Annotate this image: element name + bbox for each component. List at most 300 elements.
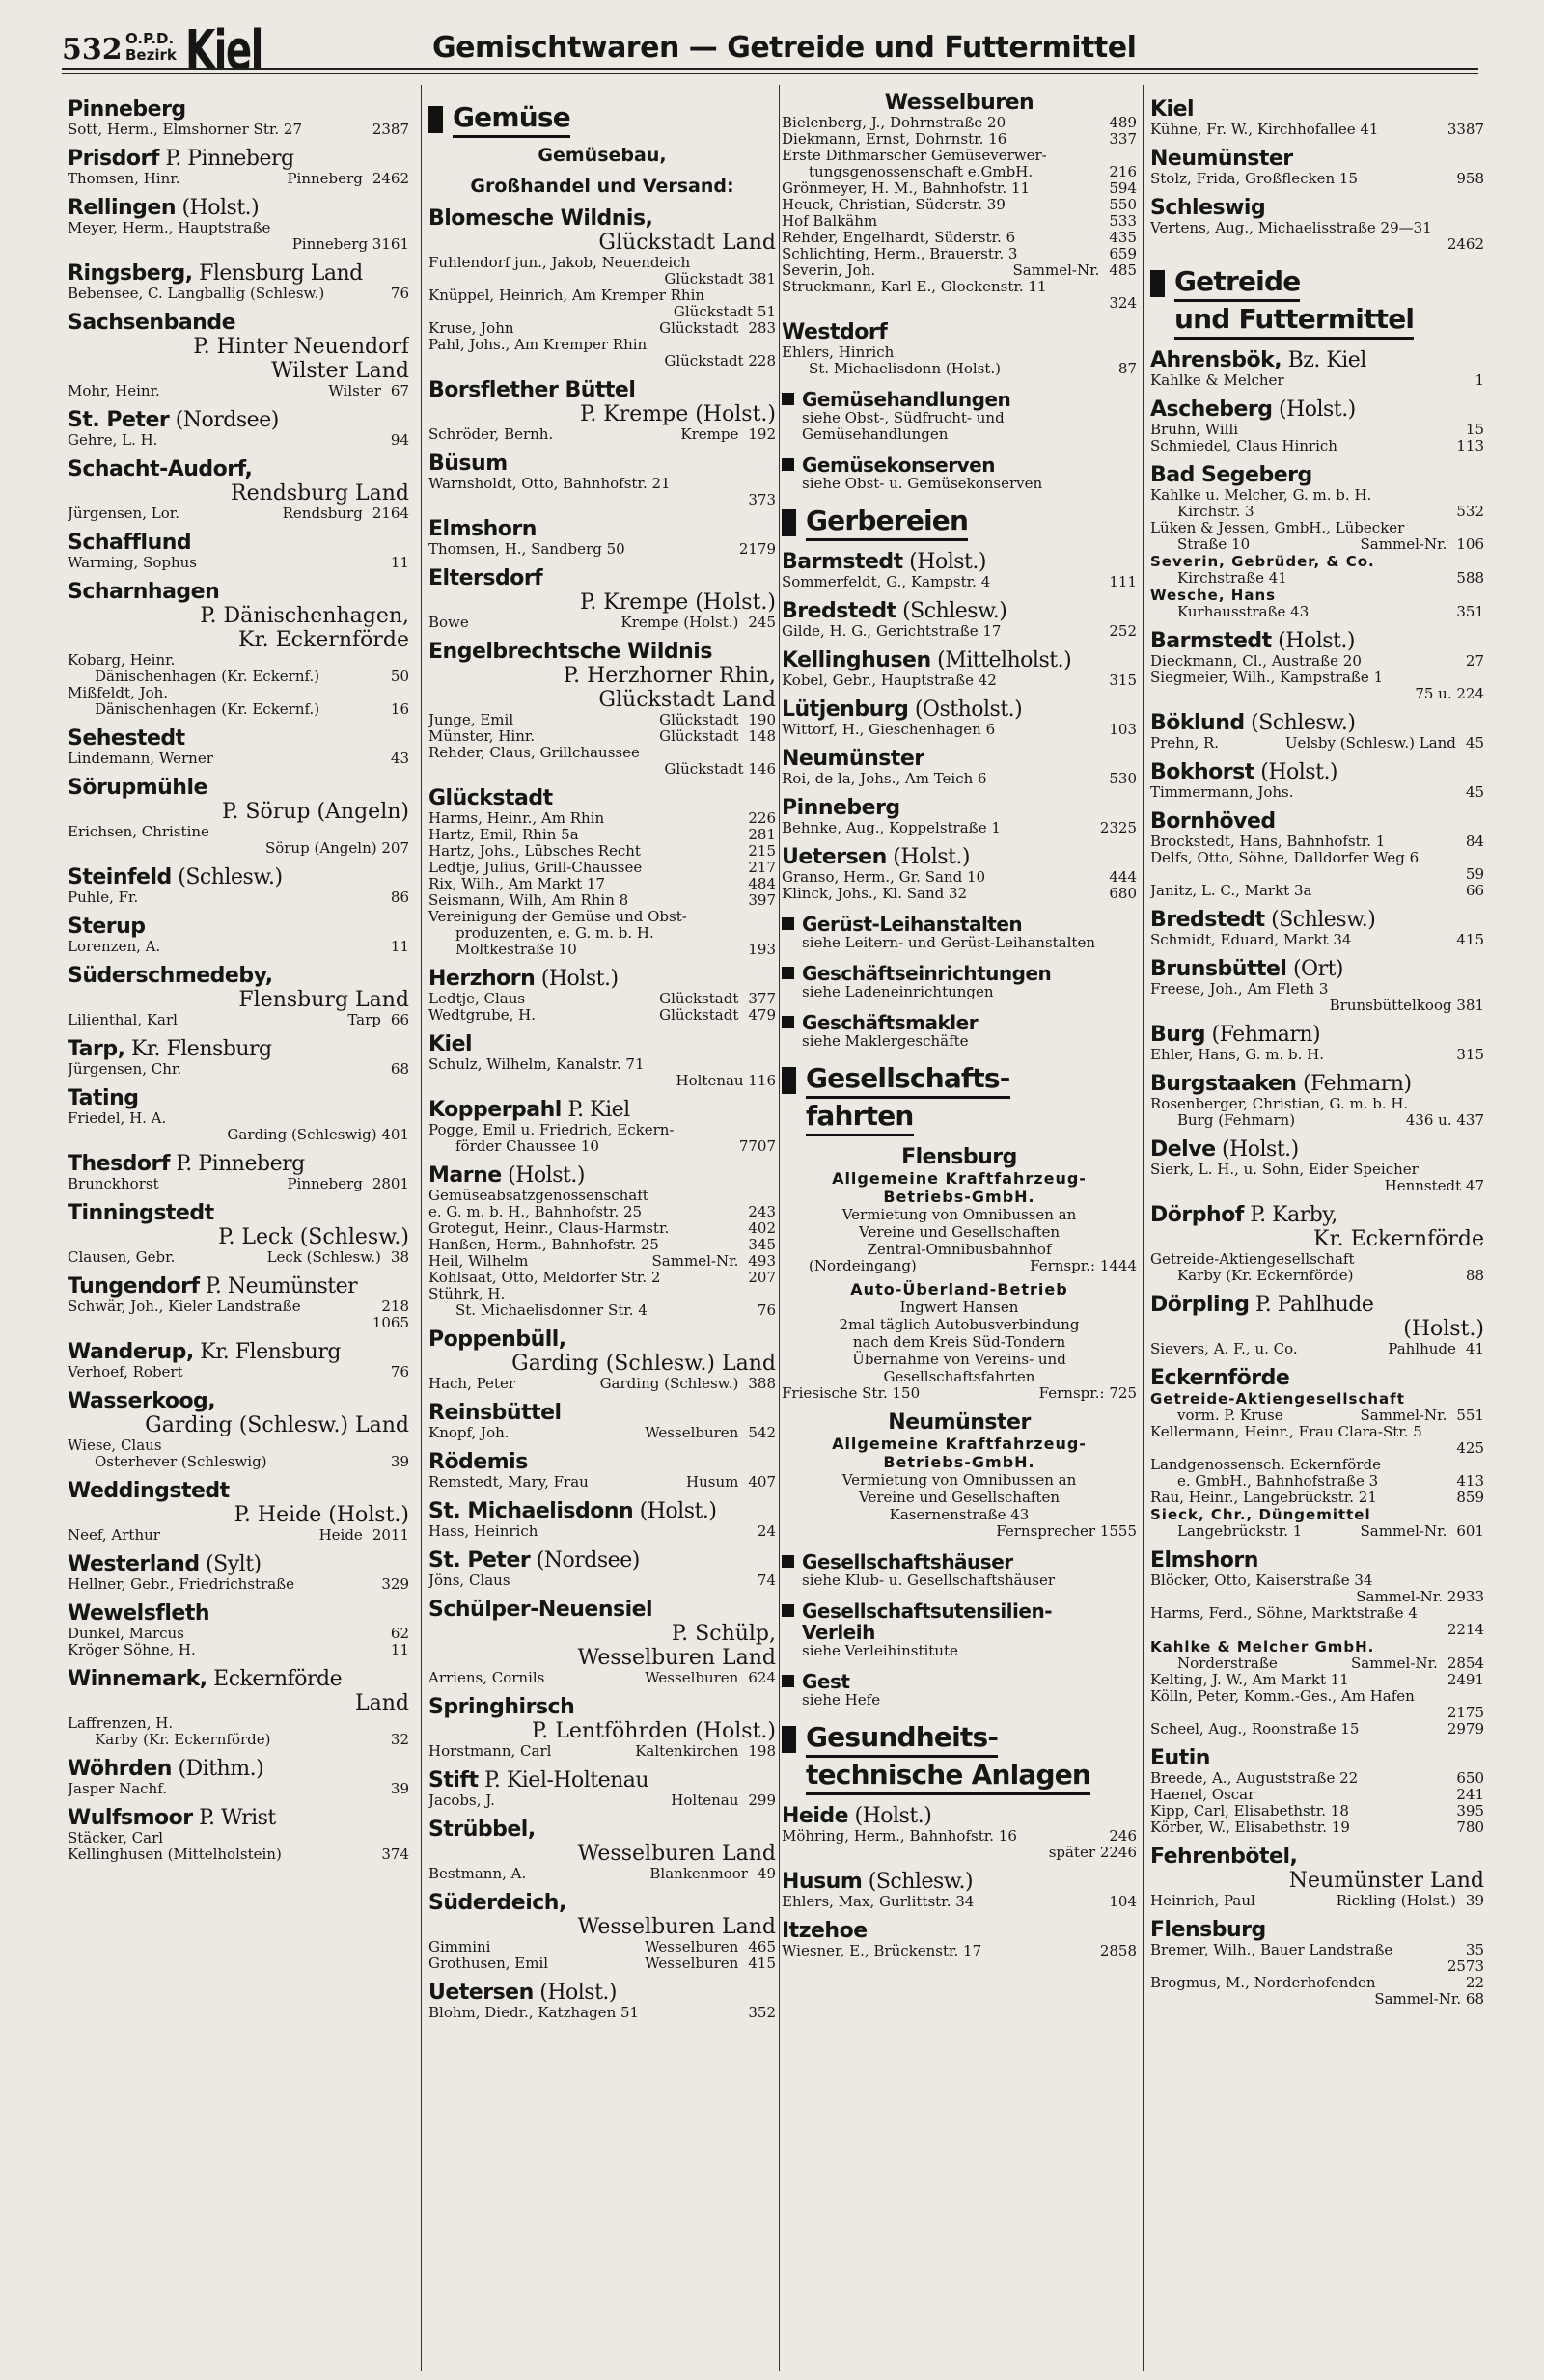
entry-name: Bruhn, Willi	[1150, 422, 1239, 438]
listing-entry	[1150, 487, 1484, 504]
place-block	[1150, 196, 1484, 253]
place-region: (Ostholst.)	[908, 698, 1023, 722]
entry-name: Wiese, Claus	[68, 1437, 162, 1454]
place-subtitle: Garding (Schlesw.) Land	[511, 1352, 776, 1376]
entry-phone: 415	[1456, 931, 1484, 948]
place-block	[428, 1818, 776, 1882]
category-title: und Futtermittel	[1174, 302, 1414, 340]
place-name: Winnemark,	[68, 1667, 207, 1691]
entry-detail: Osterhever (Schleswig)	[95, 1454, 267, 1470]
entry-name: Schwär, Joh., Kieler Landstraße	[68, 1299, 301, 1315]
listing-entry	[428, 991, 776, 1007]
entry-phone: 86	[390, 889, 409, 906]
listing-entry	[68, 1830, 409, 1847]
listing-entry	[1150, 1162, 1484, 1178]
place-region: (Holst.)	[848, 1804, 932, 1828]
place-block	[68, 1552, 409, 1593]
listing-entry	[428, 1270, 776, 1286]
entry-location: Krempe	[680, 425, 739, 443]
entry-location: Sammel-Nr.	[1360, 1407, 1448, 1424]
place-heading	[428, 1981, 776, 2005]
entry-phone: 241	[1456, 1786, 1484, 1803]
category-gesundheitstechnik	[782, 1720, 1137, 1795]
listing-entry	[1150, 850, 1484, 866]
place-name: Ascheberg	[1150, 397, 1273, 422]
entry-name: Junge, Emil	[428, 712, 514, 728]
place-name: Sehestedt	[68, 726, 185, 751]
listing-entry	[428, 255, 776, 271]
place-block	[428, 967, 776, 1024]
place-heading	[1150, 348, 1484, 372]
place-name: Rellingen	[68, 196, 176, 220]
entry-location: Glückstadt	[659, 990, 739, 1007]
entry-name: Münster, Hinr.	[428, 728, 536, 745]
entry-location: Wesselburen	[645, 1938, 739, 1956]
place-block	[68, 1152, 409, 1192]
place-region: (Nordsee)	[530, 1548, 640, 1573]
advert-body	[782, 1206, 1137, 1258]
entry-name: Heuck, Christian, Süderstr. 39	[782, 197, 1006, 213]
category-title: Gerbereien	[806, 504, 968, 541]
entry-location: Husum	[686, 1473, 739, 1491]
phone-line: Fernsprecher 1555	[996, 1522, 1137, 1540]
company-name: Allgemeine Kraftfahrzeug-	[832, 1169, 1087, 1188]
place-name: Stift	[428, 1768, 479, 1792]
entry-phone: 45	[1465, 783, 1484, 801]
listing-entry	[782, 574, 1137, 590]
listing-entry	[1150, 653, 1484, 670]
place-name: Sachsenbande	[68, 311, 235, 335]
entry-name: Rix, Wilh., Am Markt 17	[428, 876, 606, 892]
entry-name: Neef, Arthur	[68, 1527, 160, 1544]
place-name: Tungendorf	[68, 1274, 200, 1299]
listing-entry	[68, 1176, 409, 1192]
place-heading	[68, 1152, 409, 1176]
entry-phone: 402	[748, 1219, 776, 1237]
entry-phone: 32	[390, 1731, 409, 1748]
entry-phone: 680	[1109, 885, 1137, 902]
place-block	[1150, 957, 1484, 1014]
entry-detail: Langebrückstr. 1	[1177, 1523, 1303, 1540]
listing-entry	[782, 1894, 1137, 1910]
listing-entry	[1150, 122, 1484, 138]
entry-phone: 1	[1475, 371, 1484, 389]
listing-entry	[68, 1642, 409, 1658]
place-block	[68, 311, 409, 399]
listing-entry	[68, 171, 409, 187]
entry-phone: 542	[748, 1424, 776, 1441]
entry-name: Lüken & Jessen, GmbH., Lübecker	[1150, 520, 1405, 536]
place-subtitle: Wesselburen Land	[577, 1646, 776, 1670]
category-utensilien	[782, 1600, 1137, 1659]
entry-phone: 413	[1456, 1472, 1484, 1490]
category-gerbereien	[782, 504, 1137, 541]
listing-entry	[428, 1237, 776, 1253]
entry-phone: 415	[748, 1955, 776, 1972]
entry-name: Freese, Joh., Am Fleth 3	[1150, 981, 1329, 998]
company-name: Betriebs-GmbH.	[883, 1453, 1035, 1471]
category-gemuesekonserven	[782, 454, 1137, 492]
listing-entry	[782, 262, 1137, 279]
entry-location: Sammel-Nr.	[1012, 261, 1100, 279]
entry-detail: tungsgenossenschaft e.GmbH.	[809, 164, 1034, 180]
entry-name: Blöcker, Otto, Kaiserstraße 34	[1150, 1573, 1373, 1589]
entry-name: Möhring, Herm., Bahnhofstr. 16	[782, 1828, 1017, 1845]
entry-phone: 7707	[738, 1137, 776, 1155]
entry-name: Schulz, Wilhelm, Kanalstr. 71	[428, 1056, 645, 1073]
entry-name: Warnsholdt, Otto, Bahnhofstr. 21	[428, 476, 671, 492]
listing-entry	[428, 337, 776, 353]
listing-entry	[428, 712, 776, 728]
listing-entry	[1150, 1770, 1484, 1787]
entry-phone: 588	[1456, 569, 1484, 587]
entry-phone: 374	[381, 1846, 409, 1863]
entry-name: Kobel, Gebr., Hauptstraße 42	[782, 672, 997, 689]
entry-name: Bestmann, A.	[428, 1866, 527, 1882]
entry-name: Jöns, Claus	[428, 1573, 510, 1589]
place-heading	[68, 964, 409, 988]
category-title: Getreide	[1174, 264, 1300, 302]
place-heading	[68, 1274, 409, 1299]
entry-continuation: Glückstadt 381	[664, 270, 776, 287]
place-name: Neumünster	[782, 747, 924, 771]
listing-entry	[68, 1110, 409, 1127]
advert-line: Übernahme von Vereins- und	[852, 1351, 1066, 1368]
place-block	[1150, 1746, 1484, 1836]
place-heading	[68, 1479, 409, 1503]
listing-entry	[1150, 1787, 1484, 1803]
entry-phone: 465	[748, 1938, 776, 1956]
listing-entry	[68, 1626, 409, 1642]
entry-name: Grotegut, Heinr., Claus-Harmstr.	[428, 1220, 670, 1237]
listing-entry	[68, 701, 409, 718]
listing-entry	[428, 892, 776, 909]
entry-phone: 88	[1465, 1267, 1484, 1284]
place-region: (Sylt)	[199, 1552, 262, 1576]
header-rule	[62, 68, 1478, 74]
listing-entry	[1150, 220, 1484, 236]
listing-entry	[428, 1425, 776, 1441]
listing-entry	[68, 939, 409, 955]
place-region: Kr. Flensburg	[193, 1340, 341, 1364]
entry-name: Gemüseabsatzgenossenschaft	[428, 1188, 648, 1204]
entry-company: Kahlke & Melcher GmbH.	[1150, 1638, 1375, 1655]
entry-phone: 352	[748, 2004, 776, 2021]
listing-entry	[1150, 735, 1484, 752]
category-marker-icon	[1150, 270, 1165, 297]
listing-entry	[1150, 1605, 1484, 1622]
entry-name: Brunckhorst	[68, 1176, 159, 1192]
entry-phone: 484	[748, 875, 776, 892]
entry-name: Vereinigung der Gemüse und Obst-	[428, 909, 687, 925]
listing-entry	[782, 246, 1137, 262]
place-region: (Dithm.)	[171, 1757, 264, 1781]
category-title: technische Anlagen	[806, 1758, 1090, 1795]
place-name: Heide	[782, 1804, 849, 1828]
place-block	[68, 531, 409, 571]
entry-phone: 76	[757, 1301, 776, 1319]
entry-name: Scheel, Aug., Roonstraße 15	[1150, 1721, 1360, 1737]
place-block	[428, 517, 776, 558]
place-heading	[68, 1201, 409, 1225]
place-block	[68, 196, 409, 253]
place-heading	[1150, 1366, 1484, 1390]
listing-entry	[1150, 604, 1484, 620]
listing-entry	[68, 1061, 409, 1078]
entry-phone: 38	[390, 1248, 409, 1266]
place-block	[68, 1037, 409, 1078]
place-subtitle: P. Herzhorner Rhin,	[563, 664, 776, 688]
entry-detail: Norderstraße	[1177, 1655, 1278, 1672]
place-block	[1150, 397, 1484, 454]
entry-phone: 39	[390, 1780, 409, 1797]
listing-entry	[782, 148, 1137, 164]
place-block	[1150, 147, 1484, 187]
entry-phone: 2179	[738, 540, 776, 558]
listing-entry	[428, 1204, 776, 1220]
place-block	[68, 457, 409, 522]
place-name: Eltersdorf	[428, 566, 543, 590]
place-name: Schülper-Neuensiel	[428, 1598, 653, 1622]
place-name: Wanderup,	[68, 1340, 194, 1364]
entry-continuation: 59	[1465, 865, 1484, 883]
place-region: (Holst.)	[1254, 760, 1338, 784]
place-heading	[428, 1032, 776, 1056]
listing-entry	[68, 1576, 409, 1593]
entry-continuation: 1065	[372, 1314, 409, 1331]
entry-name: Ehlers, Max, Gurlittstr. 34	[782, 1894, 975, 1910]
place-subtitle: P. Heide (Holst.)	[234, 1503, 409, 1527]
place-region: Bz. Kiel	[1282, 348, 1366, 372]
place-name: Burgstaaken	[1150, 1072, 1297, 1096]
entry-phone: 192	[748, 425, 776, 443]
entry-phone: 67	[390, 382, 409, 399]
entry-company: Wesche, Hans	[1150, 587, 1277, 604]
place-name: Kiel	[1150, 97, 1195, 122]
entry-location: Pahlhude	[1388, 1340, 1456, 1357]
place-region: P. Kiel	[561, 1098, 630, 1122]
entry-phone: 2854	[1447, 1655, 1484, 1672]
place-block	[782, 845, 1137, 902]
category-title: Gest	[802, 1670, 850, 1693]
column-divider	[779, 85, 780, 2371]
entry-name: Grothusen, Emil	[428, 1956, 549, 1972]
listing-entry	[428, 1138, 776, 1155]
place-subtitle: Wesselburen Land	[577, 1842, 776, 1866]
place-block	[1150, 1203, 1484, 1284]
entry-phone: 50	[390, 668, 409, 685]
entry-detail: Moltkestraße 10	[455, 942, 577, 958]
place-name: Dörphof	[1150, 1203, 1244, 1227]
entry-name: Vertens, Aug., Michaelisstraße 29—31	[1150, 220, 1432, 236]
listing-entry	[428, 1122, 776, 1138]
entry-phone: 550	[1109, 196, 1137, 213]
listing-block	[1150, 348, 1484, 2008]
advert-body	[782, 1471, 1137, 1523]
entry-phone: 103	[1109, 721, 1137, 738]
category-marker-icon	[782, 1726, 796, 1753]
entry-phone: 315	[1109, 671, 1137, 689]
place-name: Glückstadt	[428, 786, 553, 810]
entry-location: Krempe (Holst.)	[620, 614, 739, 631]
entry-name: Erste Dithmarscher Gemüseverwer-	[782, 148, 1047, 164]
category-marker-icon	[782, 509, 796, 536]
listing-entry	[428, 1253, 776, 1270]
listing-entry	[1150, 536, 1484, 553]
place-name: Uetersen	[428, 1981, 534, 2005]
entry-phone: 3387	[1447, 121, 1484, 138]
company-name: Betriebs-GmbH.	[883, 1188, 1035, 1206]
place-heading	[428, 1163, 776, 1188]
entry-name: Sott, Herm., Elmshorner Str. 27	[68, 122, 303, 138]
entry-phone: 43	[390, 750, 409, 767]
place-subtitle: Kr. Eckernförde	[1313, 1227, 1484, 1251]
category-title: Gemüsehandlungen	[802, 388, 1011, 411]
place-region: P. Pinneberg	[169, 1152, 305, 1176]
entry-detail: Kirchstr. 3	[1177, 504, 1254, 520]
place-name: Ahrensbök,	[1150, 348, 1282, 372]
entry-phone: 15	[1465, 421, 1484, 438]
listing-entry	[1150, 1803, 1484, 1819]
category-title: Gesellschaftshäuser	[802, 1550, 1013, 1573]
place-name: Böklund	[1150, 711, 1245, 735]
listing-entry	[68, 824, 409, 840]
entry-detail: förder Chaussee 10	[455, 1138, 599, 1155]
place-name: Steinfeld	[68, 865, 172, 889]
entry-name: Gilde, H. G., Gerichtstraße 17	[782, 623, 1002, 640]
entry-phone: 62	[390, 1625, 409, 1642]
place-heading	[428, 1499, 776, 1523]
place-heading	[1150, 809, 1484, 834]
category-gemuese	[428, 100, 776, 138]
place-heading	[68, 915, 409, 939]
place-heading	[1150, 147, 1484, 171]
place-heading	[428, 786, 776, 810]
entry-phone: 533	[1109, 212, 1137, 230]
place-name: Neumünster	[1150, 147, 1293, 171]
listing-entry	[428, 1056, 776, 1073]
listing-entry	[1150, 670, 1484, 686]
entry-name: Hanßen, Herm., Bahnhofstr. 25	[428, 1237, 659, 1253]
listing-entry	[428, 1670, 776, 1686]
listing-entry	[1150, 1523, 1484, 1540]
company-name: Allgemeine Kraftfahrzeug-	[832, 1435, 1087, 1453]
entry-continuation: 2462	[1447, 235, 1484, 253]
opd-label	[125, 31, 177, 64]
cross-reference: siehe Maklergeschäfte	[802, 1032, 969, 1050]
column-2-listings	[428, 206, 776, 2021]
listing-block	[782, 1804, 1137, 1959]
entry-name: Blohm, Diedr., Katzhagen 51	[428, 2005, 640, 2021]
place-region: (Holst.)	[633, 1499, 717, 1523]
entry-phone: 66	[390, 1011, 409, 1028]
listing-entry	[1150, 834, 1484, 850]
place-name: Engelbrechtsche Wildnis	[428, 640, 712, 664]
entry-continuation: Sörup (Angeln) 207	[264, 839, 409, 857]
entry-phone: 315	[1456, 1046, 1484, 1063]
entry-phone: 485	[1109, 261, 1137, 279]
listing-entry	[68, 1732, 409, 1748]
place-heading	[1150, 1203, 1484, 1227]
place-block	[68, 580, 409, 718]
place-region: (Holst.)	[1271, 629, 1355, 653]
category-marker-icon	[782, 1675, 794, 1687]
entry-phone: 2979	[1447, 1720, 1484, 1737]
listing-block	[782, 344, 1137, 377]
place-region: (Holst.)	[175, 196, 260, 220]
listing-entry	[68, 286, 409, 302]
place-block	[782, 747, 1137, 787]
place-name: Delve	[1150, 1137, 1216, 1162]
place-block	[428, 1450, 776, 1491]
entry-phone: 594	[1109, 179, 1137, 197]
company-name: Auto-Überland-Betrieb	[850, 1280, 1068, 1299]
entry-location: Heide	[318, 1526, 363, 1544]
place-block	[68, 97, 409, 138]
place-name: Marne	[428, 1163, 502, 1188]
place-heading	[1150, 463, 1484, 487]
entry-phone: 2164	[372, 505, 409, 522]
entry-name: Rau, Heinr., Langebrückstr. 21	[1150, 1490, 1377, 1506]
place-heading	[68, 311, 409, 335]
entry-phone: 493	[748, 1252, 776, 1270]
place-heading	[782, 747, 1137, 771]
entry-phone: 246	[1109, 1827, 1137, 1845]
listing-entry	[1150, 1655, 1484, 1672]
entry-phone: 2858	[1099, 1942, 1137, 1959]
advert-line: Vereine und Gesellschaften	[858, 1223, 1061, 1241]
listing-entry	[428, 909, 776, 925]
entry-name: Friedel, H. A.	[68, 1110, 167, 1127]
place-heading	[68, 1601, 409, 1626]
entry-detail: St. Michaelisdonner Str. 4	[455, 1302, 648, 1319]
entry-phone: 551	[1456, 1407, 1484, 1424]
entry-phone: 489	[1109, 114, 1137, 131]
entry-continuation: 324	[1109, 294, 1137, 312]
place-block	[1150, 1137, 1484, 1194]
place-block	[1150, 1293, 1484, 1357]
listing-block	[782, 115, 1137, 312]
cross-reference: siehe Obst-, Südfrucht- und Gemüsehandlungen	[802, 409, 1005, 443]
listing-entry	[1150, 1251, 1484, 1268]
place-name: Thesdorf	[68, 1152, 170, 1176]
place-block	[68, 1667, 409, 1748]
place-heading	[428, 1450, 776, 1474]
place-heading	[428, 1891, 776, 1915]
entry-phone: 601	[1456, 1522, 1484, 1540]
entry-name: Stolz, Frida, Großflecken 15	[1150, 171, 1358, 187]
place-subtitle: Neumünster Land	[1288, 1869, 1484, 1893]
entry-location: Sammel-Nr.	[1360, 535, 1448, 553]
page-title: Gemischtwaren — Getreide und Futtermittel	[432, 31, 1137, 65]
place-subtitle: P. Krempe (Holst.)	[579, 590, 776, 615]
entry-phone: 216	[1109, 163, 1137, 180]
entry-name: Grönmeyer, H. M., Bahnhofstr. 11	[782, 180, 1031, 197]
listing-entry	[1150, 1672, 1484, 1688]
listing-entry	[1150, 1408, 1484, 1424]
place-heading	[68, 457, 409, 481]
entry-name: Bebensee, C. Langballig (Schlesw.)	[68, 286, 325, 302]
entry-name: Meyer, Herm., Hauptstraße	[68, 220, 271, 236]
place-block	[428, 1163, 776, 1319]
entry-detail: Dänischenhagen (Kr. Eckernf.)	[95, 669, 320, 685]
listing-entry	[428, 426, 776, 443]
place-name: Prisdorf	[68, 147, 159, 171]
place-heading	[782, 1804, 1137, 1828]
place-subtitle: P. Schülp,	[671, 1622, 776, 1646]
entry-continuation: 2573	[1447, 1957, 1484, 1975]
entry-company: Getreide-Aktiengesellschaft	[1150, 1390, 1405, 1408]
